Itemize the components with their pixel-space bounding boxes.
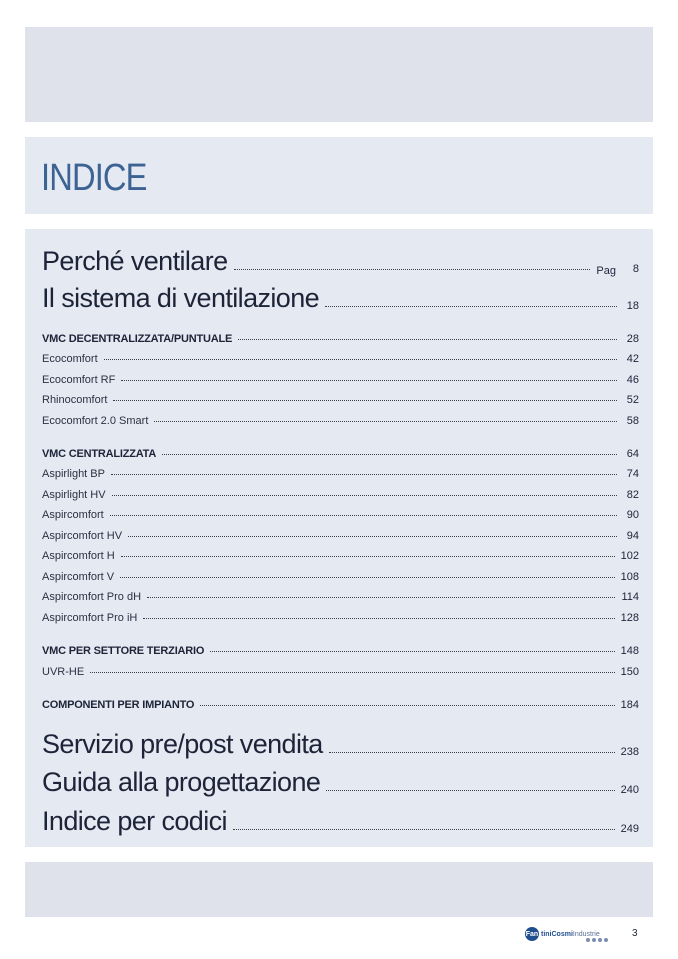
table-of-contents xyxy=(25,229,653,847)
company-logo xyxy=(525,927,600,941)
dot-leader xyxy=(121,555,615,557)
dot-leader xyxy=(162,453,617,455)
page-title: INDICE xyxy=(41,157,147,199)
dot-leader xyxy=(200,704,614,706)
dot-leader xyxy=(210,650,614,652)
title-band xyxy=(25,137,653,214)
toc-entry-page: 8 xyxy=(632,263,639,275)
toc-entry-sistema-ventilazione[interactable] xyxy=(42,280,639,314)
toc-entry-page: 240 xyxy=(620,784,639,796)
toc-item-page: 94 xyxy=(626,530,639,542)
toc-item[interactable] xyxy=(42,526,639,542)
toc-item-page: 102 xyxy=(620,550,639,562)
toc-section-componenti[interactable] xyxy=(42,695,639,711)
toc-section-heading: COMPONENTI PER IMPIANTO xyxy=(42,699,195,711)
toc-entry-page: 18 xyxy=(626,300,639,312)
toc-entry-label: Indice per codici xyxy=(42,806,227,836)
dot-leader xyxy=(113,399,617,401)
toc-item[interactable] xyxy=(42,608,639,624)
toc-item-label: Aspircomfort Pro iH xyxy=(42,612,138,624)
toc-entry-page: 28 xyxy=(626,333,639,345)
dot-leader xyxy=(326,789,614,791)
toc-item-label: Aspirlight HV xyxy=(42,489,106,501)
toc-item-label: Ecocomfort 2.0 Smart xyxy=(42,415,149,427)
toc-section-heading: VMC CENTRALIZZATA xyxy=(42,448,157,460)
dot-leader xyxy=(147,596,615,598)
dot-leader xyxy=(90,671,614,673)
toc-item[interactable] xyxy=(42,390,639,406)
dot-leader xyxy=(112,494,617,496)
toc-item-label: Aspirlight BP xyxy=(42,468,105,480)
footer-band xyxy=(25,862,653,917)
logo-wordmark-bold: tiniCosmi xyxy=(541,930,573,938)
toc-item[interactable] xyxy=(42,485,639,501)
logo-wordmark xyxy=(541,931,600,938)
dot-leader xyxy=(238,338,617,340)
toc-item-label: Ecocomfort RF xyxy=(42,374,116,386)
toc-item-page: 90 xyxy=(626,509,639,521)
toc-entry-indice-codici[interactable] xyxy=(42,803,639,837)
dot-leader xyxy=(154,420,617,422)
dot-leader xyxy=(325,305,617,307)
toc-entry-page: 148 xyxy=(620,645,639,657)
dot-leader xyxy=(104,358,617,360)
toc-item-page: 58 xyxy=(626,415,639,427)
toc-item-page: 46 xyxy=(626,374,639,386)
toc-item[interactable] xyxy=(42,546,639,562)
logo-dots-icon xyxy=(586,938,608,942)
toc-entry-label: Servizio pre/post vendita xyxy=(42,729,323,759)
toc-item-page: 42 xyxy=(626,353,639,365)
logo-mark-icon: Fan xyxy=(525,927,539,941)
header-band xyxy=(25,27,653,122)
toc-entry-page: 249 xyxy=(620,823,639,835)
toc-item[interactable] xyxy=(42,662,639,678)
toc-item-label: Aspircomfort H xyxy=(42,550,115,562)
toc-section-centralizzata[interactable] xyxy=(42,444,639,460)
toc-entry-page: 184 xyxy=(620,699,639,711)
dot-leader xyxy=(120,576,615,578)
toc-item[interactable] xyxy=(42,505,639,521)
toc-item[interactable] xyxy=(42,370,639,386)
toc-item-label: Aspircomfort Pro dH xyxy=(42,591,142,603)
toc-entry-guida[interactable] xyxy=(42,764,639,798)
toc-item[interactable] xyxy=(42,567,639,583)
toc-section-terziario[interactable] xyxy=(42,641,639,657)
toc-item-page: 82 xyxy=(626,489,639,501)
dot-leader xyxy=(111,473,617,475)
toc-item-label: Aspircomfort xyxy=(42,509,104,521)
toc-item-page: 150 xyxy=(620,666,639,678)
toc-item-page: 52 xyxy=(626,394,639,406)
toc-item-page: 74 xyxy=(626,468,639,480)
toc-entry-page: 238 xyxy=(620,746,639,758)
toc-item-label: UVR-HE xyxy=(42,666,85,678)
toc-entry-page: 64 xyxy=(626,448,639,460)
toc-entry-label: Il sistema di ventilazione xyxy=(42,283,320,313)
page-number: 3 xyxy=(632,928,638,939)
toc-entry-perche-ventilare[interactable] xyxy=(42,243,639,277)
dot-leader xyxy=(329,751,615,753)
dot-leader xyxy=(233,828,615,830)
toc-entry-servizio[interactable] xyxy=(42,726,639,760)
toc-entry-label: Perché ventilare xyxy=(42,246,228,276)
page-prefix: Pag xyxy=(596,265,616,277)
toc-entry-label: Guida alla progettazione xyxy=(42,767,321,797)
toc-item[interactable] xyxy=(42,411,639,427)
dot-leader xyxy=(143,617,614,619)
toc-item-page: 128 xyxy=(620,612,639,624)
dot-leader xyxy=(110,514,617,516)
toc-item[interactable] xyxy=(42,587,639,603)
toc-item-page: 114 xyxy=(621,591,639,603)
toc-section-decentralizzata[interactable] xyxy=(42,329,639,345)
dot-leader xyxy=(234,268,591,270)
dot-leader xyxy=(128,535,617,537)
toc-item-label: Ecocomfort xyxy=(42,353,98,365)
toc-section-heading: VMC PER SETTORE TERZIARIO xyxy=(42,645,205,657)
toc-item-label: Aspircomfort V xyxy=(42,571,115,583)
toc-item[interactable] xyxy=(42,464,639,480)
logo-wordmark-light: Industrie xyxy=(572,930,600,938)
toc-section-heading: VMC DECENTRALIZZATA/PUNTUALE xyxy=(42,333,233,345)
toc-item-label: Aspircomfort HV xyxy=(42,530,123,542)
dot-leader xyxy=(121,379,617,381)
toc-item-page: 108 xyxy=(620,571,639,583)
toc-item[interactable] xyxy=(42,349,639,365)
toc-item-label: Rhinocomfort xyxy=(42,394,108,406)
